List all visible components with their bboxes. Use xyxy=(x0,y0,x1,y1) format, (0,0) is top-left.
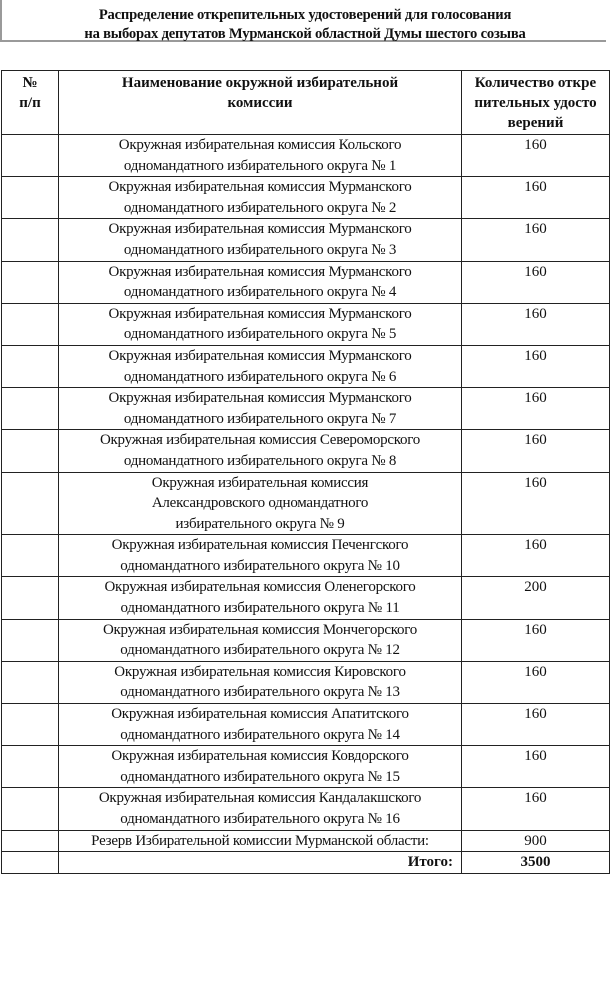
row-num-cell xyxy=(2,704,59,746)
row-commission-name-text: Окружная избирательная комиссия Кандалакшского одномандатного избирательного округа № 16 xyxy=(98,790,422,827)
row-quantity: 160 xyxy=(462,219,610,261)
row-num-cell xyxy=(2,535,59,577)
row-commission-name xyxy=(59,303,462,345)
row-commission-name-text: Окружная избирательная комиссия Ковдорского одномандатного избирательного округа № 15 xyxy=(111,748,409,785)
row-num-cell xyxy=(2,746,59,788)
row-commission-name-text: Окружная избирательная комиссия Оленегорского одномандатного избирательного округа № 11 xyxy=(104,579,416,617)
row-commission-name-text: Окружная избирательная комиссия Александровского одномандатного избирательного округа № 9 xyxy=(151,474,369,532)
row-commission-name-text: Окружная избирательная комиссия Мурманского одномандатного избирательного округа № 2 xyxy=(108,179,412,216)
table-row xyxy=(2,788,610,830)
row-commission-name xyxy=(59,135,462,177)
row-commission-name-text: Окружная избирательная комиссия Мурманского одномандатного избирательного округа № 6 xyxy=(108,347,412,385)
table-row xyxy=(2,577,610,619)
row-commission-name xyxy=(59,577,462,619)
row-num-cell xyxy=(2,261,59,303)
row-quantity: 160 xyxy=(462,303,610,345)
row-quantity: 160 xyxy=(462,135,610,177)
table-row xyxy=(2,388,610,430)
row-quantity: 160 xyxy=(462,388,610,430)
table-row xyxy=(2,535,610,577)
row-quantity: 160 xyxy=(462,619,610,661)
title-line-2: на выборах депутатов Мурманской областной Думы шестого созыва xyxy=(84,26,526,42)
document-title xyxy=(0,6,610,44)
row-num-cell xyxy=(2,177,59,219)
row-quantity: 160 xyxy=(462,177,610,219)
row-num-cell xyxy=(2,430,59,472)
table-row xyxy=(2,746,610,788)
row-quantity: 160 xyxy=(462,661,610,703)
header-num: № п/п xyxy=(2,71,59,135)
row-num-cell xyxy=(2,661,59,703)
row-commission-name-text: Окружная избирательная комиссия Кольского одномандатного избирательного округа № 1 xyxy=(118,137,402,174)
table-row xyxy=(2,619,610,661)
row-commission-name-text: Окружная избирательная комиссия Мурманского одномандатного избирательного округа № 4 xyxy=(108,263,412,301)
row-quantity: 200 xyxy=(462,577,610,619)
row-commission-name xyxy=(59,535,462,577)
total-num-cell xyxy=(2,852,59,874)
total-row xyxy=(2,852,610,874)
row-num-cell xyxy=(2,830,59,852)
row-commission-name-text: Окружная избирательная комиссия Североморского одномандатного избирательного округа № 8 xyxy=(99,432,421,469)
table-row xyxy=(2,830,610,852)
row-commission-name xyxy=(59,472,462,535)
row-num-cell xyxy=(2,388,59,430)
header-name: Наименование окружной избирательной комиссии xyxy=(59,71,462,135)
row-commission-name xyxy=(59,830,462,852)
row-commission-name-text: Окружная избирательная комиссия Печенгского одномандатного избирательного округа № 10 xyxy=(111,537,409,574)
row-quantity: 160 xyxy=(462,704,610,746)
header-row xyxy=(2,71,610,135)
row-num-cell xyxy=(2,135,59,177)
row-commission-name xyxy=(59,219,462,261)
row-commission-name-text: Окружная избирательная комиссия Кировского одномандатного избирательного округа № 13 xyxy=(114,663,406,701)
title-line-1: Распределение открепительных удостоверений для голосования xyxy=(98,7,512,23)
row-commission-name xyxy=(59,345,462,387)
row-num-cell xyxy=(2,219,59,261)
row-commission-name xyxy=(59,388,462,430)
row-quantity: 900 xyxy=(462,830,610,852)
row-quantity: 160 xyxy=(462,345,610,387)
row-commission-name-text: Окружная избирательная комиссия Мурманского одномандатного избирательного округа № 7 xyxy=(108,390,412,427)
total-value: 3500 xyxy=(462,852,610,874)
table-row xyxy=(2,472,610,535)
row-commission-name xyxy=(59,788,462,830)
row-commission-name xyxy=(59,177,462,219)
row-quantity: 160 xyxy=(462,261,610,303)
row-quantity: 160 xyxy=(462,535,610,577)
row-quantity: 160 xyxy=(462,746,610,788)
table-row xyxy=(2,430,610,472)
row-commission-name xyxy=(59,619,462,661)
row-num-cell xyxy=(2,788,59,830)
row-quantity: 160 xyxy=(462,472,610,535)
table-row xyxy=(2,345,610,387)
row-commission-name xyxy=(59,661,462,703)
row-commission-name xyxy=(59,430,462,472)
row-commission-name xyxy=(59,704,462,746)
row-num-cell xyxy=(2,577,59,619)
header-qty: Количество открепительных удостоверений xyxy=(462,71,610,135)
table-row xyxy=(2,303,610,345)
row-commission-name-text: Резерв Избирательной комиссии Мурманской области: xyxy=(91,832,429,849)
row-num-cell xyxy=(2,472,59,535)
row-commission-name-text: Окружная избирательная комиссия Мурманского одномандатного избирательного округа № 5 xyxy=(108,305,412,343)
row-commission-name-text: Окружная избирательная комиссия Мурманского одномандатного избирательного округа № 3 xyxy=(108,221,412,258)
distribution-table xyxy=(1,70,610,874)
table-row xyxy=(2,704,610,746)
table-row xyxy=(2,261,610,303)
table-row xyxy=(2,661,610,703)
row-quantity: 160 xyxy=(462,430,610,472)
table-row xyxy=(2,135,610,177)
row-commission-name xyxy=(59,746,462,788)
row-commission-name xyxy=(59,261,462,303)
table-row xyxy=(2,219,610,261)
table-row xyxy=(2,177,610,219)
row-quantity: 160 xyxy=(462,788,610,830)
row-commission-name-text: Окружная избирательная комиссия Мончегорского одномандатного избирательного округа № 12 xyxy=(102,621,418,659)
row-commission-name-text: Окружная избирательная комиссия Апатитского одномандатного избирательного округа № 14 xyxy=(111,706,409,743)
row-num-cell xyxy=(2,619,59,661)
total-label: Итого: xyxy=(59,852,462,874)
row-num-cell xyxy=(2,303,59,345)
row-num-cell xyxy=(2,345,59,387)
